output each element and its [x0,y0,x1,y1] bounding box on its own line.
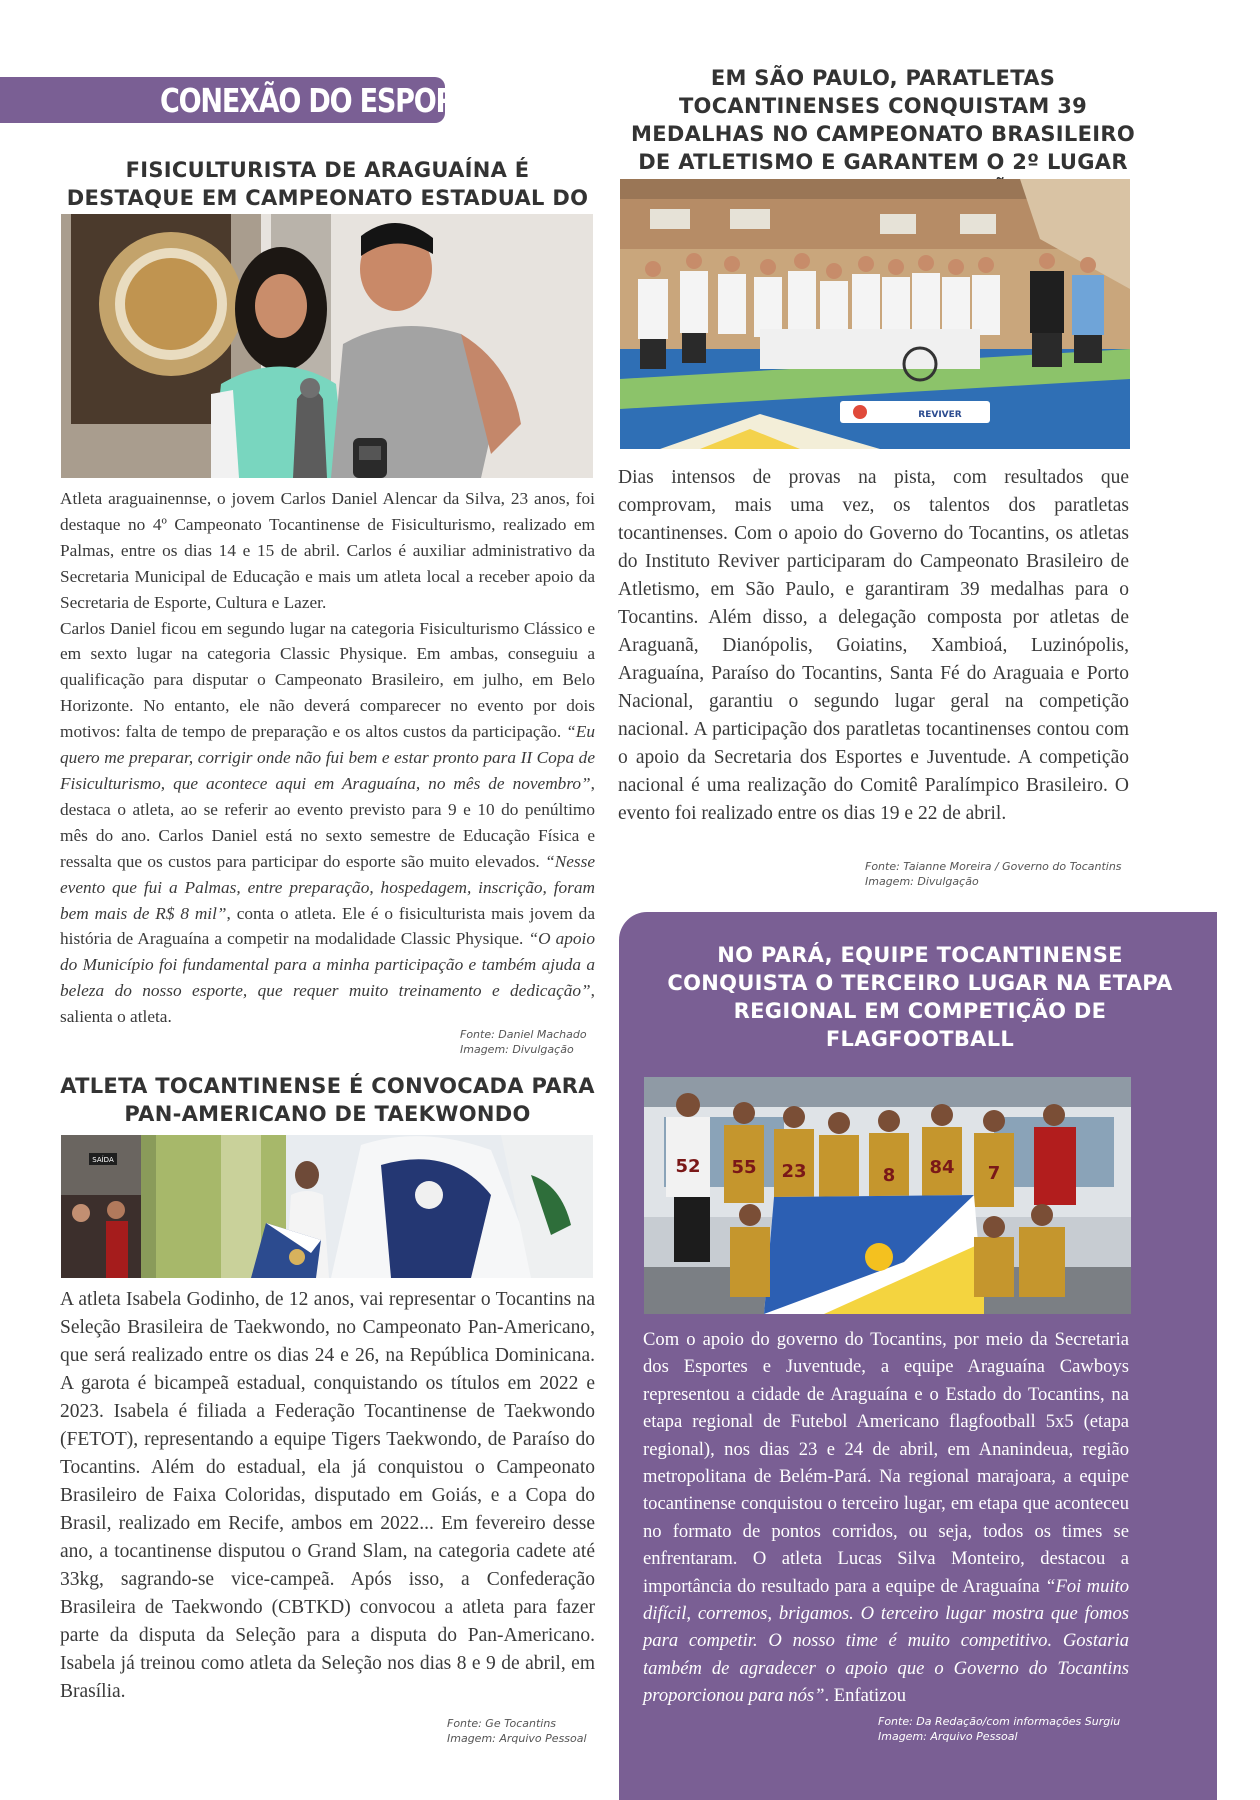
jersey-number-2: 55 [731,1157,757,1178]
article4-photo [644,1077,1131,1314]
article4-text: Com o apoio do governo do Tocantins, por meio da Secretaria dos Esportes e Juventude, a equipe Araguaína Cawboys representou a cidade de Araguaína e o Estado do Tocantins, na etapa regional de Futebol Americano flagfootball 5x5 (etapa regional), nos dias 23 e 24 de abril, em Ananindeua, região metropolitana de Belém-Pará. Na regional marajoara, a equipe tocantinense conquistou o terceiro lugar, em etapa que aconteceu no formato de pontos corridos, ou seja, todos os times se enfrentaram. O atleta Lucas Silva Monteiro, destacou a importância do resultado para a equipe de Araguaína [643,1329,1129,1597]
article2-credit [447,1716,597,1746]
article1-quote3: “O apoio do Município foi fundamental para a minha participação e também ajuda a beleza do nosso esporte, que requer muito treinamento e dedicação” [60,929,595,1001]
article3-credit-image: Imagem: Divulgação [865,875,979,888]
article1-text1: , destaca o atleta, ao se referir ao evento previsto para 9 e 10 do penúltimo mês do ano. Carlos Daniel está no sexto semestre de Educação Física e ressalta que os custos para participar do esporte são muito elevados. [60,773,595,871]
article2-credit-source: Fonte: Ge Tocantins [447,1717,557,1730]
article4-headline: NO PARÁ, EQUIPE TOCANTINENSE CONQUISTA O TERCEIRO LUGAR NA ETAPA REGIONAL EM COMPETIÇÃO DE FLAGFOOTBALL [667,943,1173,1051]
article3-body: Dias intensos de provas na pista, com resultados que comprovam, mais uma vez, os talentos dos paratletas tocantinenses. Com o apoio do Governo do Tocantins, os atletas do Instituto Reviver participaram do Campeonato Brasileiro de Atletismo, em São Paulo, e garantiram 39 medalhas para o Tocantins. Além disso, a delegação composta por atletas de Araguanã, Dianópolis, Goiatins, Xambioá, Luzinópolis, Araguaína, Paraíso do Tocantins, Santa Fé do Araguaia e Porto Nacional, garantiu o segundo lugar geral na competição nacional. A participação dos paratletas tocantinenses contou com o apoio da Secretaria dos Esportes e Juventude. A competição nacional é uma realização do Comitê Paralímpico Brasileiro. O evento foi realizado entre os dias 19 e 22 de abril. [618,467,1129,824]
article1-photo [61,214,593,478]
jersey-number-4: 8 [882,1165,896,1186]
article1-credit [460,1027,610,1057]
article1-quote2: “Nesse evento que fui a Palmas, entre preparação, hospedagem, inscrição, foram bem mais de R$ 8 mil” [60,851,596,923]
article4-credit [878,1714,1168,1744]
article2-photo-sign: SAÍDA [92,1156,114,1164]
article4-quote: “Foi muito difícil, corremos, brigamos. O terceiro lugar mostra que fomos para competir. O nosso time é muito competitivo. Gostaria também de agradecer o apoio que o Governo do Tocantins proporcionou para nós” [643,1575,1130,1707]
article3-credit-source: Fonte: Taianne Moreira / Governo do Tocantins [865,860,1122,873]
article3-headline: EM SÃO PAULO, PARATLETAS TOCANTINENSES CONQUISTAM 39 MEDALHAS NO CAMPEONATO BRASILEIRO DE ATLETISMO E GARANTEM O 2º LUGAR [631,66,1135,174]
article1-body [60,486,595,1030]
jersey-number-3: 23 [781,1161,807,1182]
article1-para1: Atleta araguainennse, o jovem Carlos Daniel Alencar da Silva, 23 anos, foi destaque no 4º Campeonato Tocantinense de Fisiculturismo, realizado em Palmas, entre os dias 14 e 15 de abril. Carlos é auxiliar administrativo da Secretaria Municipal de Educação e mais um atleta local a receber apoio da Secretaria de Esporte, Cultura e Lazer. [60,489,595,612]
article1-quote1: “Eu quero me preparar, corrigir onde não fui bem e estar pronto para II Copa de Fisiculturismo, que acontece aqui em Araguaína, no mês de novembro” [60,722,595,793]
article1-para2: Carlos Daniel ficou em segundo lugar na categoria Fisiculturismo Clássico e em sexto lugar na categoria Classic Physique. Em ambas, conseguiu a qualificação para disputar o Campeonato Brasileiro, em julho, em Belo Horizonte. No entanto, ele não deverá comparecer no evento por dois motivos: falta de tempo de preparação e os altos custos da participação. [60,618,595,742]
article1-credit-source: Fonte: Daniel Machado [460,1028,587,1041]
article1-text2: , conta o atleta. Ele é o fisiculturista mais jovem da história de Araguaína a competir na modalidade Classic Physique. [60,903,595,949]
article4-tail: . Enfatizou [824,1685,907,1707]
article1-headline: FISICULTURISTA DE ARAGUAÍNA É DESTAQUE EM CAMPEONATO ESTADUAL DO [66,158,589,210]
article2-photo [61,1135,593,1278]
section-banner [0,77,489,123]
article3-credit [865,859,1145,889]
article1-credit-image: Imagem: Divulgação [460,1043,574,1056]
section-title: CONEXÃO DO ESPORTE [160,81,489,120]
jersey-number-6: 7 [987,1163,1001,1184]
article2-body: A atleta Isabela Godinho, de 12 anos, vai representar o Tocantins na Seleção Brasileira de Taekwondo, no Campeonato Pan-Americano, que será realizado entre os dias 24 e 26, na República Dominicana. A garota é bicampeã estadual, conquistando os títulos em 2022 e 2023. Isabela é filiada a Federação Tocantinense de Taekwondo (FETOT), representando a equipe Tigers Taekwondo, de Paraíso do Tocantins. Além do estadual, ela já conquistou o Campeonato Brasileiro de Faixa Coloridas, disputado em Goiás, e a Copa do Brasil, realizado em Recife, ambos em 2022... Em fevereiro desse ano, a tocantinense disputou o Grand Slam, na categoria cadete até 33kg, sagrando-se vice-campeã. Após isso, a Confederação Brasileira de Taekwondo (CBTKD) convocou a atleta para fazer parte da disputa da Seleção para a disputa do Pan-Americano. Isabela já treinou como atleta da Seleção nos dias 8 e 9 de abril, em Brasília. [60,1289,595,1702]
article4-credit-image: Imagem: Arquivo Pessoal [878,1730,1018,1743]
article1-text3: , salienta o atleta. [60,981,595,1027]
article3-banner-text: REVIVER [918,410,962,420]
article2-credit-image: Imagem: Arquivo Pessoal [447,1732,587,1745]
jersey-number-1: 52 [675,1156,701,1177]
article4-body [643,1326,1129,1710]
article4-credit-source: Fonte: Da Redação/com informações Surgiu [878,1715,1121,1728]
article2-headline: ATLETA TOCANTINENSE É CONVOCADA PARA PAN-AMERICANO DE TAEKWONDO [60,1074,595,1126]
jersey-number-5: 84 [929,1157,955,1178]
article3-photo [620,179,1130,449]
